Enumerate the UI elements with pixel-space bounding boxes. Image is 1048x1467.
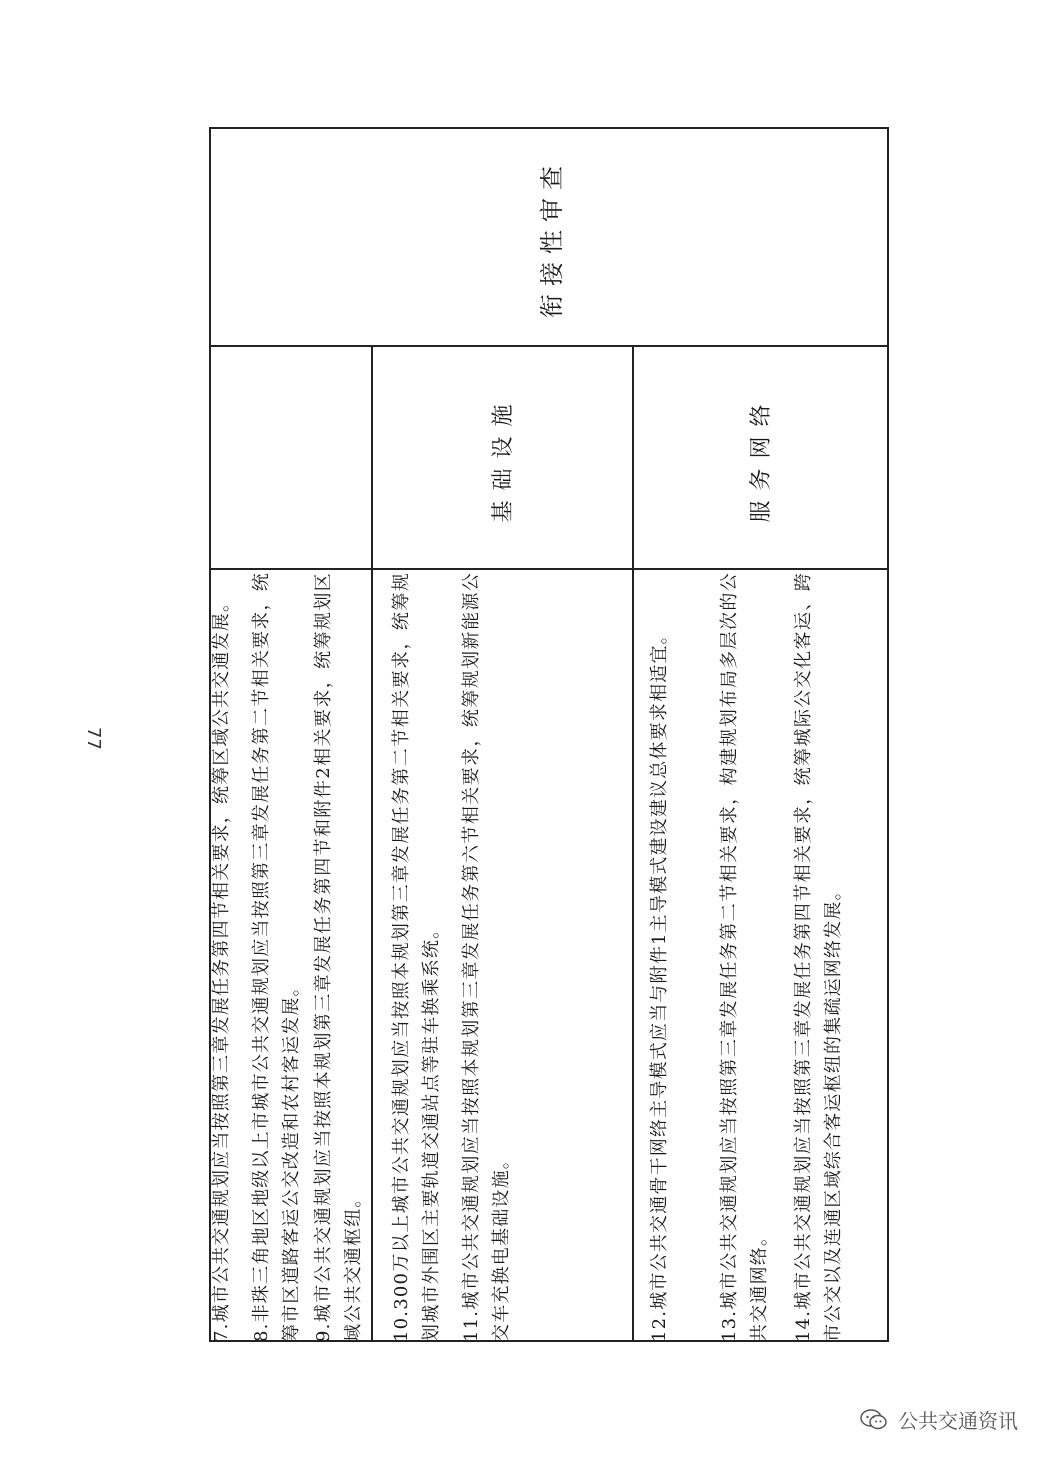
item-7: 7.城市公共交通规划应当按照第三章发展任务第四节相关要求，统筹区域公共交通发展。 [211,592,232,1342]
category-cell [209,129,889,347]
rotated-table [209,127,889,1342]
group-label-service-network: 服务网络 [749,394,774,523]
wechat-icon [860,1409,888,1431]
item-14: 14.城市公共交通规划应当按照第三章发展任务第四节相关要求，统筹城际公交化客运、跨市公交以及连通区域综合客运枢纽的集疏运网络发展。 [793,572,844,1342]
category-title: 衔接性审查 [537,158,566,318]
group-label-infrastructure: 基础设施 [491,394,516,523]
item-10: 10.300万以上城市公共交通规划应当按照本规划第三章发展任务第二节相关要求，统筹规划城市外围区主要轨道交通站点等驻车换乘系统。 [391,572,442,1342]
watermark-text: 公共交通资讯 [898,1409,1018,1433]
item-11: 11.城市公共交通规划应当按照本规划第三章发展任务第六节相关要求，统筹规划新能源公交车充换电基础设施。 [461,572,512,1342]
item-8: 8.非珠三角地区地级以上市城市公共交通规划应当按照第三章发展任务第二节相关要求，统筹市区道路客运公交改造和农村客运发展。 [251,572,302,1342]
item-9: 9.城市公共交通规划应当按照本规划第三章发展任务第四节和附件2相关要求，统筹规划区域公共交通枢纽。 [313,572,364,1342]
page-number: 77 [82,727,104,750]
item-13: 13.城市公共交通规划应当按照第三章发展任务第二节相关要求，构建规划布局多层次的公共交通网络。 [719,572,770,1342]
group-label-empty [209,347,371,570]
item-12: 12.城市公共交通骨干网络主导模式应当与附件1主导模式建设建议总体要求相适宜。 [649,625,670,1342]
watermark [860,1405,1018,1434]
